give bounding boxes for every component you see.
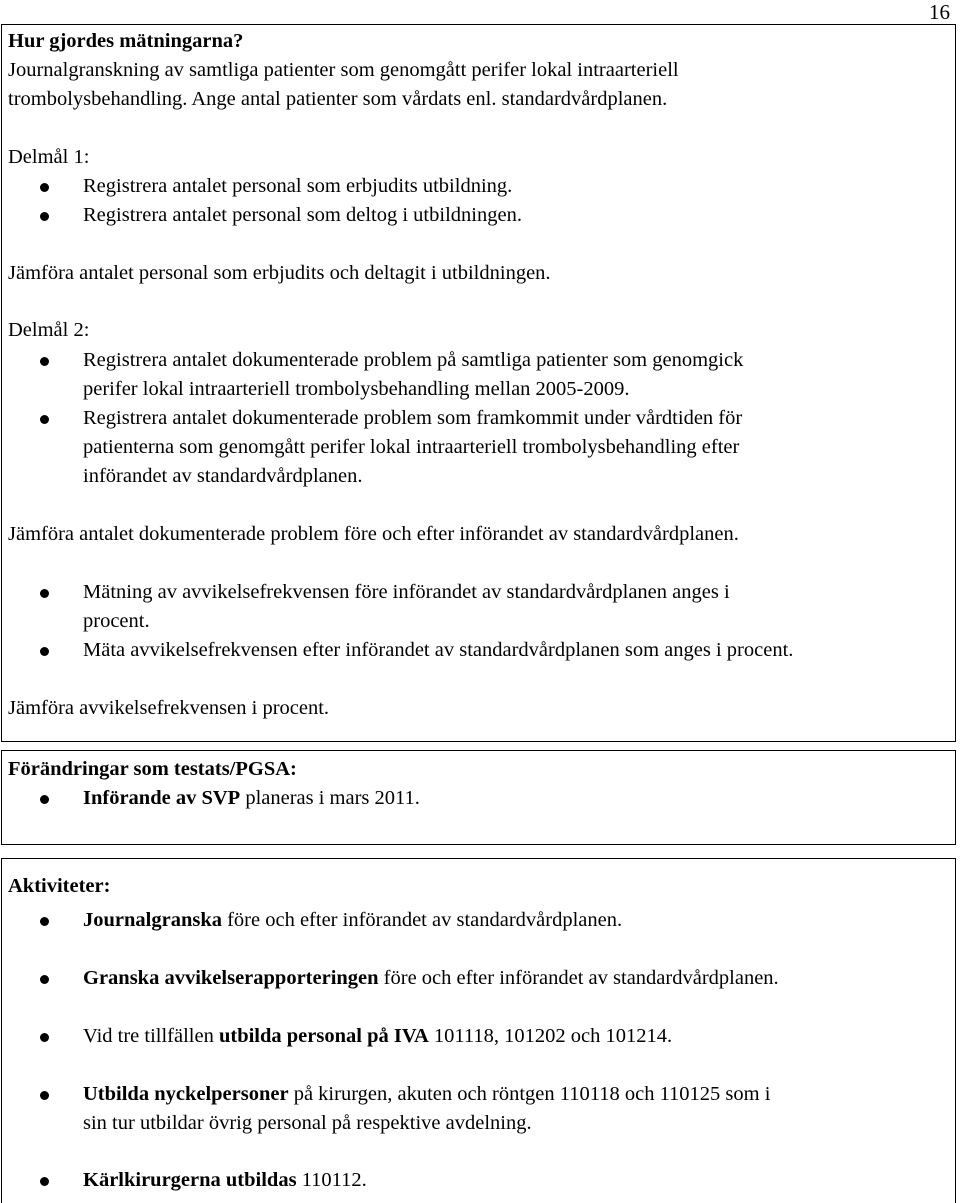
activity-item: Kärlkirurgerna utbildas 110112.: [83, 1169, 367, 1191]
bullet-icon: [40, 1091, 49, 1100]
goal2-title: Delmål 2:: [8, 319, 90, 341]
goal2-item: Mätning av avvikelsefrekvensen före införandet av standardvårdplanen anges i: [83, 581, 730, 603]
goal1-compare: Jämföra antalet personal som erbjudits och deltagit i utbildningen.: [8, 262, 551, 284]
bullet-icon: [40, 415, 49, 424]
activity-item: Granska avvikelserapporteringen före och efter införandet av standardvårdplanen.: [83, 967, 779, 989]
bullet-icon: [40, 917, 49, 926]
activity-item: Vid tre tillfällen utbilda personal på IVA 101118, 101202 och 101214.: [83, 1025, 673, 1047]
activity-item: Journalgranska före och efter införandet av standardvårdplanen.: [83, 909, 623, 931]
measurement-heading: Hur gjordes mätningarna?: [8, 30, 244, 52]
goal2-item: Mäta avvikelsefrekvensen efter införandet av standardvårdplanen som anges i procent.: [83, 639, 794, 661]
goal2-item: införandet av standardvårdplanen.: [83, 465, 363, 487]
page-number: 16: [929, 0, 950, 24]
goal2-item: Registrera antalet dokumenterade problem på samtliga patienter som genomgick: [83, 349, 744, 371]
bullet-icon: [40, 1033, 49, 1042]
goal1-item: Registrera antalet personal som deltog i utbildningen.: [83, 204, 522, 226]
goal1-title: Delmål 1:: [8, 146, 90, 168]
goal2-item: perifer lokal intraarteriell trombolysbehandling mellan 2005-2009.: [83, 378, 630, 400]
changes-heading: Förändringar som testats/PGSA:: [8, 758, 297, 780]
activity-item: Utbilda nyckelpersoner på kirurgen, akuten och röntgen 110118 och 110125 som i: [83, 1083, 771, 1105]
bullet-icon: [40, 357, 49, 366]
goal2-item: procent.: [83, 610, 150, 632]
activities-heading: Aktiviteter:: [8, 875, 111, 897]
activity-item: sin tur utbildar övrig personal på respektive avdelning.: [83, 1112, 532, 1134]
intro-line: Journalgranskning av samtliga patienter som genomgått perifer lokal intraarteriell: [8, 59, 679, 81]
bullet-icon: [40, 975, 49, 984]
bullet-icon: [40, 795, 49, 804]
changes-item: Införande av SVP planeras i mars 2011.: [83, 787, 420, 809]
bullet-icon: [40, 647, 49, 656]
intro-line: trombolysbehandling. Ange antal patienter som vårdats enl. standardvårdplanen.: [8, 88, 668, 110]
goal2-compare: Jämföra avvikelsefrekvensen i procent.: [8, 697, 330, 719]
bullet-icon: [40, 1177, 49, 1186]
bullet-icon: [40, 589, 49, 598]
bullet-icon: [40, 183, 49, 192]
goal2-compare: Jämföra antalet dokumenterade problem före och efter införandet av standardvårdplanen.: [8, 523, 739, 545]
goal2-item: Registrera antalet dokumenterade problem som framkommit under vårdtiden för: [83, 407, 743, 429]
goal1-item: Registrera antalet personal som erbjudits utbildning.: [83, 175, 513, 197]
bullet-icon: [40, 212, 49, 221]
goal2-item: patienterna som genomgått perifer lokal intraarteriell trombolysbehandling efter: [83, 436, 740, 458]
